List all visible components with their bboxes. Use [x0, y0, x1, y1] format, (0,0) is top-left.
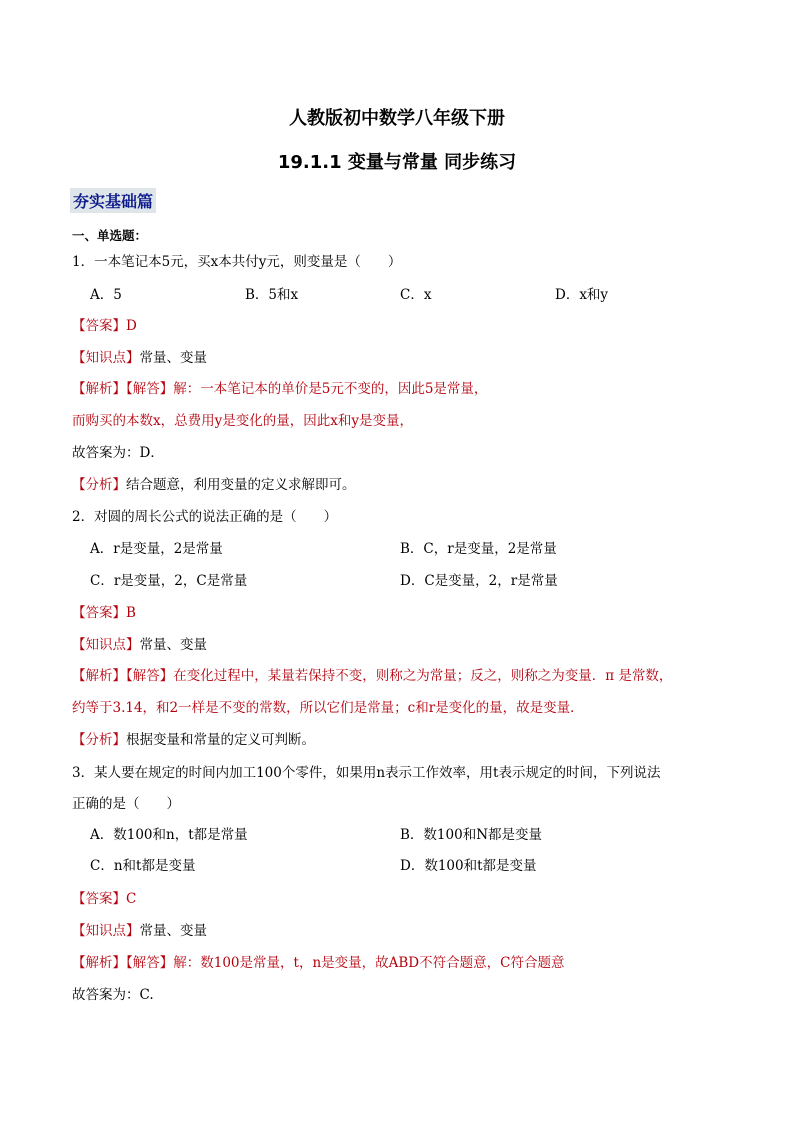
answer-value: D	[126, 318, 137, 334]
answer-label: 【答案】	[72, 318, 126, 334]
question-1-option-b: B．5和x	[245, 287, 299, 303]
part-heading: 一、单选题：	[72, 228, 148, 243]
question-3-stem-line-2: 正确的是（ ）	[72, 796, 180, 812]
question-2-answer	[72, 601, 136, 621]
question-2-solution-line-2: 约等于3.14，和2一样是不变的常数，所以它们是常量；c和r是变化的量，故是变量．	[72, 700, 584, 716]
knowledge-value: 常量、变量	[139, 923, 207, 939]
question-1-knowledge	[72, 346, 207, 366]
solution-label: 【解答】	[126, 668, 174, 684]
question-1-stem: 1．一本笔记本5元，买x本共付y元，则变量是（ ）	[72, 254, 402, 270]
question-2-option-d: D．C是变量，2，r是常量	[400, 573, 558, 589]
question-2-knowledge	[72, 633, 207, 653]
question-1-option-c: C．x	[400, 287, 432, 303]
analysis-label: 【解析】	[72, 381, 126, 397]
review-text: 根据变量和常量的定义可判断。	[126, 732, 315, 748]
answer-value: B	[126, 605, 136, 621]
question-1-solution-line-3: 故答案为：D．	[72, 445, 164, 461]
question-2-option-c: C．r是变量，2，C是常量	[90, 573, 248, 589]
solution-text: 解：一本笔记本的单价是5元不变的，因此5是常量，	[173, 381, 488, 397]
question-1-solution-line-2: 而购买的本数x，总费用y是变化的量，因此x和y是变量，	[72, 413, 413, 429]
question-3-option-b: B．数100和N都是变量	[400, 827, 543, 843]
question-2-solution-line-1	[72, 664, 672, 684]
knowledge-value: 常量、变量	[139, 350, 207, 366]
question-3-option-c: C．n和t都是变量	[90, 858, 196, 874]
review-text: 结合题意，利用变量的定义求解即可。	[126, 477, 356, 493]
question-3-knowledge	[72, 919, 207, 939]
solution-label: 【解答】	[126, 955, 174, 971]
answer-label: 【答案】	[72, 891, 126, 907]
section-heading: 夯实基础篇	[70, 188, 156, 213]
question-1-option-d: D．x和y	[555, 287, 609, 303]
knowledge-label: 【知识点】	[72, 350, 140, 366]
knowledge-value: 常量、变量	[139, 637, 207, 653]
question-1-option-a: A．5	[90, 287, 122, 303]
question-2-review	[72, 728, 315, 748]
document-title: 人教版初中数学八年级下册	[289, 108, 505, 129]
question-1-solution-line-1	[72, 377, 487, 397]
question-3-solution-line-2: 故答案为：C.	[72, 987, 154, 1003]
knowledge-label: 【知识点】	[72, 637, 140, 653]
question-2-option-a: A．r是变量，2是常量	[90, 541, 223, 557]
question-3-stem-line-1: 3．某人要在规定的时间内加工100个零件，如果用n表示工作效率，用t表示规定的时间，下列说法	[72, 765, 661, 781]
solution-label: 【解答】	[126, 381, 174, 397]
answer-value: C	[126, 891, 137, 907]
review-label: 【分析】	[72, 732, 126, 748]
review-label: 【分析】	[72, 477, 126, 493]
document-subtitle: 19.1.1 变量与常量 同步练习	[277, 152, 517, 173]
solution-text: 解：数100是常量，t，n是变量，故ABD不符合题意，C符合题意	[173, 955, 565, 971]
question-3-option-d: D．数100和t都是变量	[400, 858, 537, 874]
question-1-answer	[72, 314, 137, 334]
solution-text: 在变化过程中，某量若保持不变，则称之为常量；反之，则称之为变量．π 是常数，	[173, 668, 673, 684]
analysis-label: 【解析】	[72, 668, 126, 684]
question-1-review	[72, 473, 356, 493]
answer-label: 【答案】	[72, 605, 126, 621]
analysis-label: 【解析】	[72, 955, 126, 971]
question-3-answer	[72, 887, 136, 907]
knowledge-label: 【知识点】	[72, 923, 140, 939]
question-2-option-b: B．C，r是变量，2是常量	[400, 541, 557, 557]
question-3-solution-line-1	[72, 951, 564, 971]
question-3-option-a: A．数100和n，t都是常量	[90, 827, 248, 843]
question-2-stem: 2．对圆的周长公式的说法正确的是（ ）	[72, 509, 338, 525]
